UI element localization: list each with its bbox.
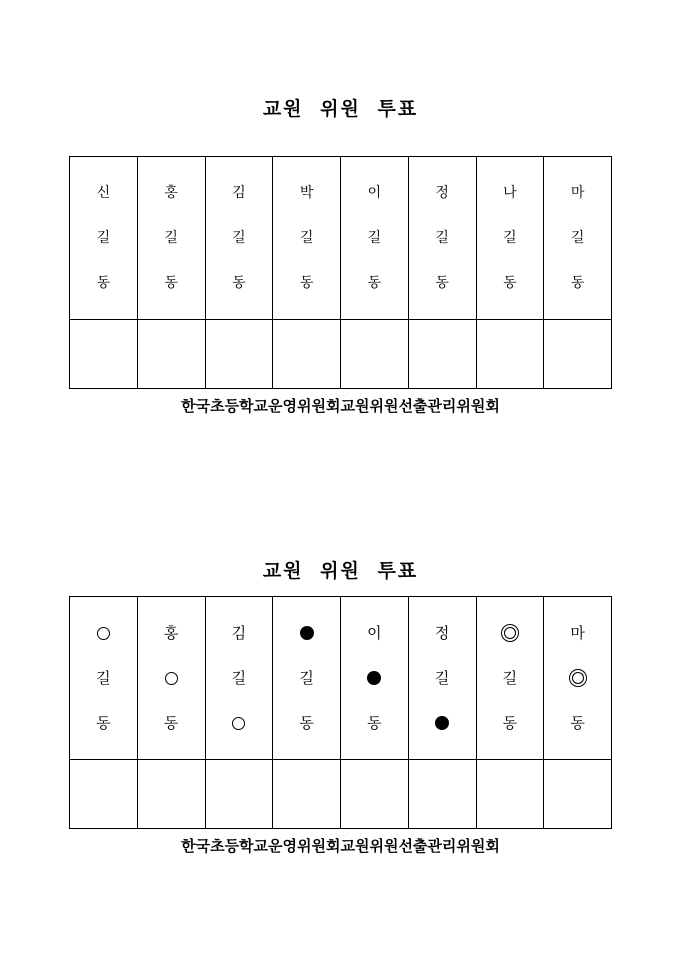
vote-mark-box-2[interactable] [137, 320, 205, 389]
name-syllable: 길 [435, 229, 449, 246]
name-syllable [409, 701, 476, 746]
name-syllable: 박 [299, 184, 314, 201]
ballot-title: 교원 위원 투표 [262, 98, 419, 120]
vote-mark-box-8[interactable] [544, 760, 612, 829]
name-syllable: 동 [570, 274, 585, 291]
candidate-cell-8 [544, 597, 612, 760]
name-syllable: 길 [96, 668, 111, 687]
candidate-cell-1 [70, 157, 138, 320]
vote-mark-box-5[interactable] [341, 320, 409, 389]
mark-row [70, 760, 612, 829]
name-syllable: 길 [231, 668, 247, 687]
name-syllable: 마 [570, 623, 585, 642]
name-syllable: 동 [96, 274, 111, 291]
name-syllable: 동 [367, 713, 382, 732]
candidate-cell-3 [205, 157, 273, 320]
vote-mark-box-6[interactable] [408, 320, 476, 389]
name-syllable [341, 656, 408, 701]
name-syllable: 홍 [163, 623, 179, 642]
candidate-row [70, 597, 612, 760]
candidate-cell-4 [273, 157, 341, 320]
name-syllable [206, 701, 273, 746]
name-syllable: 동 [164, 274, 178, 291]
name-syllable: 정 [434, 623, 450, 642]
candidate-cell-2 [137, 597, 205, 760]
name-syllable: 동 [299, 274, 314, 291]
candidate-cell-6 [408, 597, 476, 760]
vote-mark-box-4[interactable] [273, 320, 341, 389]
ballot-footer: 한국초등학교운영위원회교원위원선출관리위원회 [181, 837, 500, 855]
ballot-2 [69, 554, 612, 856]
candidate-cell-5 [341, 157, 409, 320]
name-syllable: 마 [570, 184, 585, 201]
name-syllable: 이 [367, 623, 382, 642]
candidate-cell-4 [273, 597, 341, 760]
name-syllable: 길 [434, 668, 450, 687]
vote-mark-box-4[interactable] [273, 760, 341, 829]
name-syllable: 길 [164, 229, 178, 246]
name-syllable: 길 [96, 229, 111, 246]
mark-row [70, 320, 612, 389]
name-syllable: 동 [299, 713, 314, 732]
ballot-footer: 한국초등학교운영위원회교원위원선출관리위원회 [181, 397, 500, 415]
name-syllable: 동 [232, 274, 246, 291]
name-syllable: 동 [503, 274, 517, 291]
name-syllable: 길 [232, 229, 246, 246]
vote-mark-box-2[interactable] [137, 760, 205, 829]
name-syllable: 동 [163, 713, 179, 732]
vote-mark-box-7[interactable] [476, 320, 544, 389]
name-syllable: 길 [367, 229, 382, 246]
vote-mark-box-8[interactable] [544, 320, 612, 389]
name-syllable [70, 611, 137, 656]
name-syllable [477, 611, 544, 656]
name-syllable: 김 [232, 184, 246, 201]
name-syllable [544, 656, 611, 701]
candidate-cell-7 [476, 157, 544, 320]
name-syllable: 신 [96, 184, 111, 201]
name-syllable [273, 611, 340, 656]
filled-circle-mark-icon [435, 716, 449, 730]
ballot-table [69, 596, 612, 829]
name-syllable: 동 [435, 274, 449, 291]
vote-mark-box-5[interactable] [341, 760, 409, 829]
name-syllable: 정 [435, 184, 449, 201]
filled-circle-mark-icon [300, 626, 314, 640]
candidate-row [70, 157, 612, 320]
name-syllable: 길 [299, 229, 314, 246]
vote-mark-box-1[interactable] [70, 320, 138, 389]
candidate-cell-7 [476, 597, 544, 760]
vote-mark-box-6[interactable] [408, 760, 476, 829]
candidate-cell-5 [341, 597, 409, 760]
name-syllable: 이 [367, 184, 382, 201]
name-syllable: 길 [502, 668, 518, 687]
candidate-cell-2 [137, 157, 205, 320]
vote-mark-box-3[interactable] [205, 320, 273, 389]
candidate-cell-6 [408, 157, 476, 320]
name-syllable: 홍 [164, 184, 178, 201]
ballot-title: 교원 위원 투표 [262, 560, 419, 582]
filled-circle-mark-icon [367, 671, 381, 685]
ballot-table [69, 156, 612, 389]
name-syllable: 동 [570, 713, 585, 732]
name-syllable: 김 [231, 623, 247, 642]
circle-mark-icon [97, 627, 110, 640]
name-syllable: 나 [503, 184, 517, 201]
name-syllable [138, 656, 205, 701]
candidate-cell-8 [544, 157, 612, 320]
name-syllable: 동 [502, 713, 518, 732]
circle-mark-icon [165, 672, 178, 685]
vote-mark-box-3[interactable] [205, 760, 273, 829]
candidate-cell-1 [70, 597, 138, 760]
candidate-cell-3 [205, 597, 273, 760]
vote-mark-box-7[interactable] [476, 760, 544, 829]
double-circle-mark-icon [572, 672, 584, 684]
name-syllable: 동 [367, 274, 382, 291]
circle-mark-icon [232, 717, 245, 730]
name-syllable: 길 [503, 229, 517, 246]
name-syllable: 길 [299, 668, 314, 687]
ballot-1 [69, 92, 612, 416]
name-syllable: 동 [96, 713, 111, 732]
double-circle-mark-icon [504, 627, 516, 639]
name-syllable: 길 [570, 229, 585, 246]
vote-mark-box-1[interactable] [70, 760, 138, 829]
